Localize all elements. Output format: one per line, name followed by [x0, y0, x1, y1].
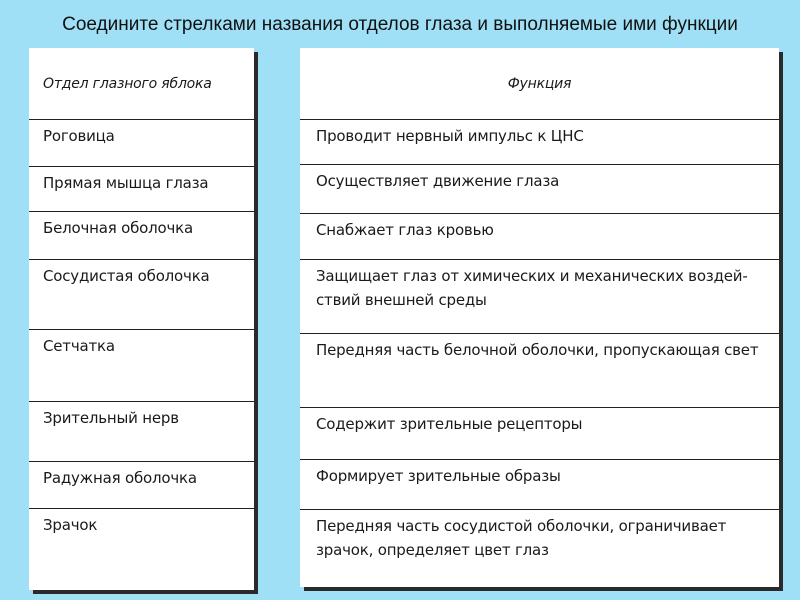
- function-cell: Проводит нервный импульс к ЦНС: [300, 119, 779, 164]
- eye-part-cell: Зрачок: [29, 508, 254, 590]
- eye-part-cell: Зрительный нерв: [29, 401, 254, 461]
- function-cell: Защищает глаз от химических и механических воздей-ствий внешней среды: [300, 259, 779, 333]
- eye-part-cell: Радужная оболочка: [29, 461, 254, 508]
- functions-column: [300, 48, 779, 587]
- function-cell: Передняя часть белочной оболочки, пропускающая свет: [300, 333, 779, 407]
- eye-parts-column: [29, 48, 254, 590]
- eye-part-cell: Роговица: [29, 119, 254, 166]
- function-cell: Передняя часть сосудистой оболочки, ограничивает зрачок, определяет цвет глаз: [300, 509, 779, 587]
- page-title: Соедините стрелками названия отделов глаза и выполняемые ими функции: [62, 14, 738, 35]
- eye-part-cell: Белочная оболочка: [29, 211, 254, 259]
- eye-parts-header: Отдел глазного яблока: [43, 75, 212, 92]
- function-cell: Формирует зрительные образы: [300, 459, 779, 509]
- function-cell: Содержит зрительные рецепторы: [300, 407, 779, 459]
- eye-part-cell: Прямая мышца глаза: [29, 166, 254, 211]
- function-cell: Осуществляет движение глаза: [300, 164, 779, 213]
- functions-header: Функция: [507, 75, 572, 92]
- function-cell: Снабжает глаз кровью: [300, 213, 779, 259]
- eye-part-cell: Сосудистая оболочка: [29, 259, 254, 329]
- eye-part-cell: Сетчатка: [29, 329, 254, 401]
